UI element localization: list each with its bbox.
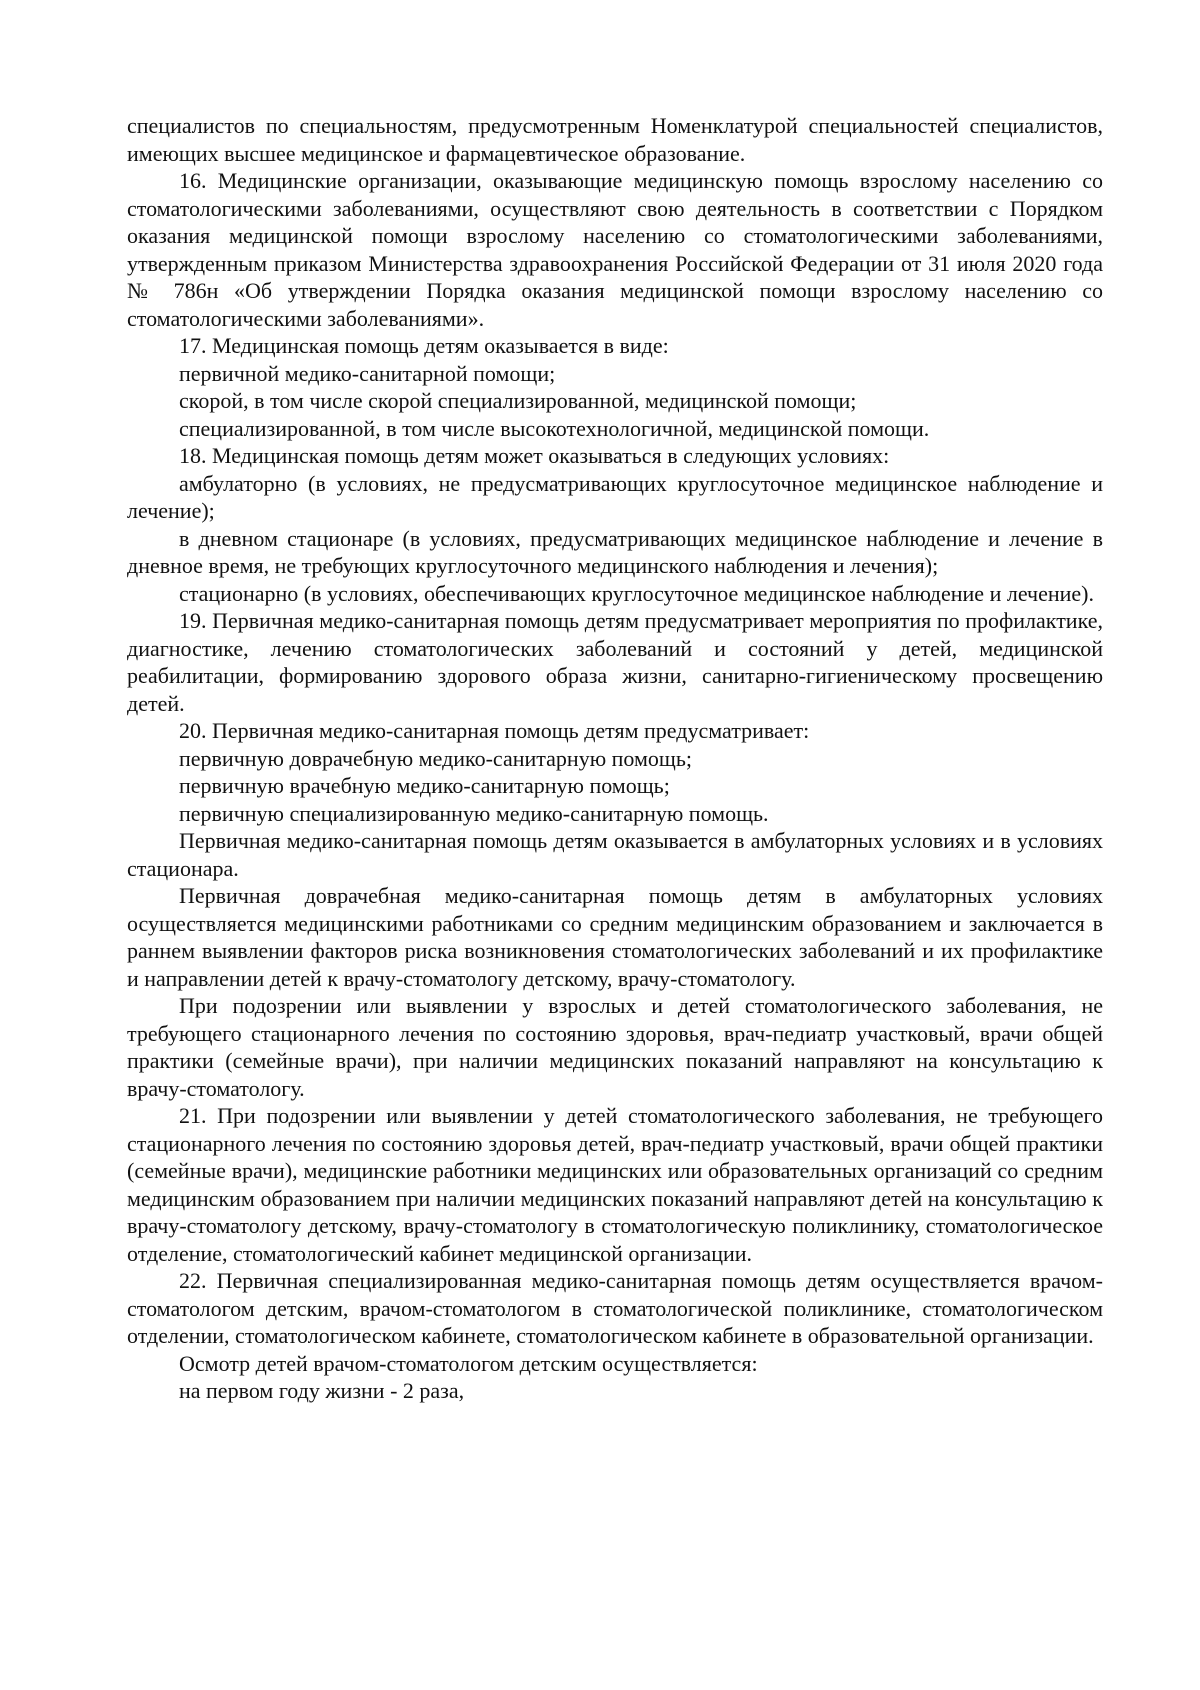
paragraph-18: 18. Медицинская помощь детям может оказываться в следующих условиях: [179, 443, 890, 468]
list-item-medical-care: первичную врачебную медико-санитарную помощь; [179, 773, 670, 798]
paragraph-19: 19. Первичная медико-санитарная помощь детям предусматривает мероприятия по профилактике, диагностике, лечению стоматологических заболеваний и состояний у детей, медицинской реабилитации, формированию здорового образа жизни, санитарно-гигиеническому просвещению детей. [127, 608, 1103, 716]
list-item-specialized-primary-care: первичную специализированную медико-санитарную помощь. [179, 800, 769, 826]
paragraph-16: 16. Медицинские организации, оказывающие медицинскую помощь взрослому населению со стоматологическими заболеваниями, осуществляют свою деятельность в соответствии с Порядком оказания медицинской помощи взрослому населению со стоматологическими заболеваниями, утвержденным приказом Министерства здравоохранения Российской Федерации от 31 июля 2020 года № 786н «Об утверждении Порядка оказания медицинской помощи взрослому населению со стоматологическими заболеваниями». [127, 168, 1103, 331]
list-item-inpatient: стационарно (в условиях, обеспечивающих круглосуточное медицинское наблюдение и лечение). [179, 580, 1094, 606]
paragraph-22: 22. Первичная специализированная медико-санитарная помощь детям осуществляется врачом-стоматологом детским, врачом-стоматологом в стоматологической поликлинике, стоматологическом отделении, стоматологическом кабинете, стоматологическом кабинете в образовательной организации. [127, 1268, 1103, 1348]
paragraph-21: 21. При подозрении или выявлении у детей стоматологического заболевания, не требующего стационарного лечения по состоянию здоровья детей, врач-педиатр участковый, врачи общей практики (семейные врачи), медицинские работники медицинских или образовательных организаций со средним медицинским образованием при наличии медицинских показаний направляют детей на консультацию к врачу-стоматологу детскому, врачу-стоматологу в стоматологическую поликлинику, стоматологическое отделение, стоматологический кабинет медицинской организации. [127, 1103, 1103, 1266]
paragraph-pre-medical-care: Первичная доврачебная медико-санитарная помощь детям в амбулаторных условиях осуществляется медицинскими работниками со средним медицинским образованием и заключается в раннем выявлении факторов риска возникновения стоматологических заболеваний и их профилактике и направлении детей к врачу-стоматологу детскому, врачу-стоматологу. [127, 883, 1103, 991]
paragraph-17: 17. Медицинская помощь детям оказывается в виде: [179, 333, 669, 358]
list-item-first-year: на первом году жизни - 2 раза, [179, 1378, 465, 1403]
paragraph-examination: Осмотр детей врачом-стоматологом детским осуществляется: [179, 1350, 758, 1376]
paragraph-specialists-continuation: специалистов по специальностям, предусмотренным Номенклатурой специальностей специалистов, имеющих высшее медицинское и фармацевтическое образование. [127, 113, 1103, 166]
list-item-primary-care: первичной медико-санитарной помощи; [179, 360, 556, 386]
paragraph-20: 20. Первичная медико-санитарная помощь детям предусматривает: [179, 718, 810, 743]
document-body [127, 112, 1103, 1405]
list-item-emergency-care: скорой, в том числе скорой специализированной, медицинской помощи; [179, 388, 857, 413]
list-item-outpatient: амбулаторно (в условиях, не предусматривающих круглосуточное медицинское наблюдение и лечение); [127, 470, 1103, 523]
paragraph-conditions: Первичная медико-санитарная помощь детям оказывается в амбулаторных условиях и в условиях стационара. [127, 828, 1103, 881]
paragraph-suspicion-adults-children: При подозрении или выявлении у взрослых и детей стоматологического заболевания, не требующего стационарного лечения по состоянию здоровья, врач-педиатр участковый, врачи общей практики (семейные врачи), при наличии медицинских показаний направляют на консультацию к врачу-стоматологу. [127, 993, 1103, 1101]
list-item-pre-medical-care: первичную доврачебную медико-санитарную помощь; [179, 745, 692, 771]
list-item-day-hospital: в дневном стационаре (в условиях, предусматривающих медицинское наблюдение и лечение в дневное время, не требующих круглосуточного медицинского наблюдения и лечения); [127, 525, 1103, 578]
list-item-specialized-care: специализированной, в том числе высокотехнологичной, медицинской помощи. [179, 415, 930, 441]
